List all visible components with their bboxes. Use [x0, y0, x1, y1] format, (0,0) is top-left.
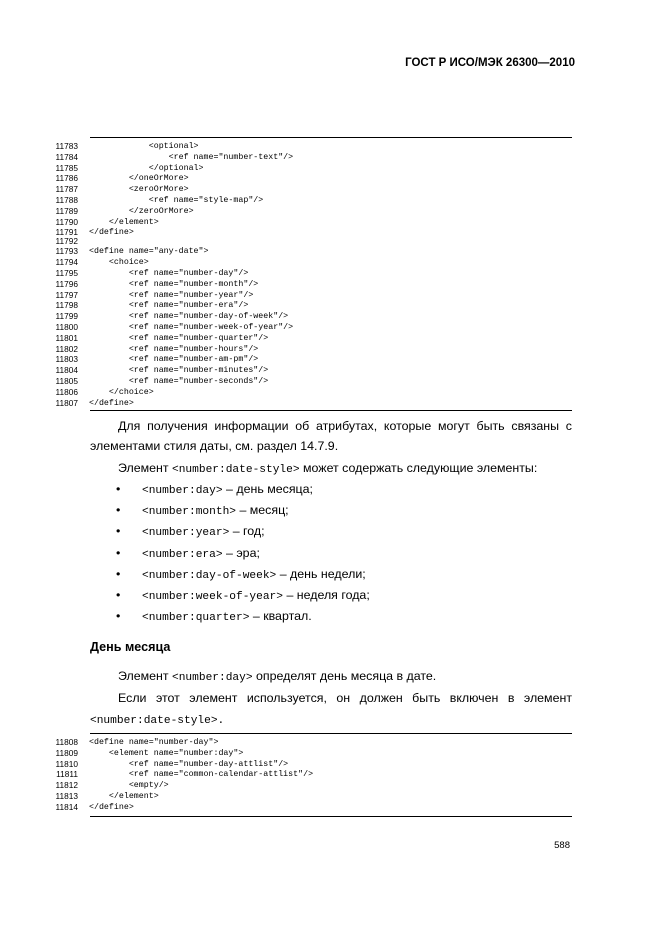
line-number: 11786 — [55, 173, 78, 184]
code-text: </choice> — [89, 387, 154, 397]
code-text: </define> — [89, 802, 134, 812]
code-block-bottom-rule — [90, 410, 572, 411]
line-number: 11792 — [55, 235, 78, 246]
list-item-description: – эра; — [222, 545, 260, 560]
line-number: 11800 — [55, 322, 78, 332]
line-number: 11797 — [55, 289, 78, 300]
line-number: 11788 — [55, 195, 78, 205]
code-block-top-rule — [90, 137, 572, 138]
paragraph-suffix: определят день месяца в дате. — [252, 669, 437, 683]
code-text: <ref name="number-day-attlist"/> — [89, 759, 289, 769]
code-text: <element name="number:day"> — [89, 748, 244, 758]
list-item-description: – квартал. — [249, 609, 312, 624]
code-block-top-rule — [90, 733, 572, 734]
line-number: 11814 — [55, 801, 78, 812]
element-name: <number:day-of-week> — [142, 569, 277, 582]
line-number: 11790 — [55, 216, 78, 227]
paragraph-number-day — [118, 668, 436, 686]
line-number: 11793 — [55, 246, 78, 257]
code-text: </define> — [89, 398, 134, 408]
line-number: 11798 — [55, 300, 78, 311]
paragraph-usage-line2: <number:date-style>. — [90, 715, 225, 727]
list-item-description: – год; — [229, 524, 265, 539]
line-number: 11794 — [55, 257, 78, 268]
line-number: 11811 — [56, 769, 78, 780]
line-number: 11783 — [55, 141, 78, 151]
bullet-marker: • — [116, 566, 121, 581]
code-text: <ref name="style-map"/> — [89, 196, 264, 205]
element-name: <number:day> — [172, 672, 253, 684]
line-number: 11784 — [55, 151, 78, 162]
paragraph-suffix: может содержать следующие элементы: — [299, 461, 538, 475]
paragraph-attributes-line2: элементами стиля даты, см. раздел 14.7.9. — [90, 439, 339, 453]
code-text: <ref name="number-quarter"/> — [89, 333, 269, 343]
code-block-number-day — [36, 733, 572, 817]
code-text: <define name="any-date"> — [89, 247, 209, 257]
code-text: <choice> — [89, 258, 149, 268]
line-number: 11804 — [55, 365, 78, 376]
code-block-bottom-rule — [90, 816, 572, 817]
line-number: 11805 — [55, 376, 78, 386]
code-text: <ref name="number-day"/> — [89, 269, 249, 278]
paragraph-date-style-contains — [118, 460, 537, 478]
bullet-marker: • — [116, 482, 121, 496]
line-number: 11802 — [55, 343, 78, 354]
list-item-description: – месяц; — [236, 503, 289, 518]
code-text: <ref name="number-week-of-year"/> — [89, 323, 294, 332]
paragraph-prefix: Элемент — [118, 461, 172, 475]
code-text: <define name="number-day"> — [89, 738, 219, 747]
line-number: 11791 — [55, 227, 78, 238]
element-name: <number:era> — [142, 548, 223, 561]
element-name: <number:year> — [142, 527, 230, 540]
element-name: <number:month> — [142, 506, 236, 519]
line-number: 11795 — [55, 268, 78, 278]
paragraph-attributes-line1: Для получения информации об атрибутах, которые могут быть связаны с — [118, 419, 572, 433]
code-text: <zeroOrMore> — [89, 185, 189, 195]
line-number: 11813 — [55, 791, 78, 801]
section-title: День месяца — [90, 640, 171, 654]
element-name: <number:date-style> — [172, 464, 300, 476]
line-number: 11806 — [55, 386, 78, 397]
code-text: <ref name="number-era"/> — [89, 301, 249, 311]
code-text: </element> — [89, 792, 159, 801]
code-text: </zeroOrMore> — [89, 206, 194, 216]
list-item-description: – неделя года; — [283, 588, 370, 602]
bullet-marker: • — [116, 588, 121, 602]
page-number: 588 — [554, 840, 570, 851]
element-name: <number:quarter> — [142, 612, 250, 625]
code-text: <ref name="common-calendar-attlist"/> — [89, 770, 314, 780]
paragraph-prefix: Элемент — [118, 669, 172, 683]
line-number: 11796 — [55, 278, 78, 289]
line-number: 11803 — [55, 354, 78, 365]
line-number: 11801 — [55, 332, 78, 343]
list-item-description: – день недели; — [276, 566, 366, 581]
code-text: <ref name="number-month"/> — [89, 279, 259, 289]
bullet-marker: • — [116, 503, 121, 518]
code-text: <ref name="number-day-of-week"/> — [89, 312, 289, 322]
line-number: 11808 — [55, 737, 78, 747]
code-text: <ref name="number-seconds"/> — [89, 377, 269, 386]
code-text: <ref name="number-text"/> — [89, 152, 294, 162]
line-number: 11807 — [55, 397, 78, 408]
line-number: 11787 — [55, 184, 78, 195]
code-text: </oneOrMore> — [89, 174, 189, 184]
line-number: 11812 — [55, 780, 78, 791]
code-text: <ref name="number-am-pm"/> — [89, 355, 259, 365]
line-number: 11809 — [55, 747, 78, 758]
code-text: </define> — [89, 228, 134, 238]
code-block-any-date — [36, 137, 572, 411]
code-text: <ref name="number-year"/> — [89, 290, 254, 300]
bullet-marker: • — [116, 609, 121, 624]
line-number: 11785 — [55, 162, 78, 173]
element-name: <number:week-of-year> — [142, 591, 283, 603]
code-text: <ref name="number-minutes"/> — [89, 366, 269, 376]
element-name: <number:day> — [142, 485, 223, 497]
line-number: 11799 — [55, 311, 78, 322]
line-number: 11810 — [55, 758, 78, 769]
paragraph-usage-line1: Если этот элемент используется, он должен быть включен в элемент — [118, 691, 572, 705]
code-text: </element> — [89, 217, 159, 227]
line-number: 11789 — [55, 205, 78, 216]
bullet-marker: • — [116, 524, 121, 539]
document-header: ГОСТ Р ИСО/МЭК 26300—2010 — [405, 57, 575, 69]
code-text: <empty/> — [89, 781, 169, 791]
bullet-marker: • — [116, 545, 121, 560]
code-text: <optional> — [89, 142, 199, 151]
code-text: </optional> — [89, 163, 204, 173]
code-text: <ref name="number-hours"/> — [89, 344, 259, 354]
list-item-description: – день месяца; — [222, 482, 313, 496]
